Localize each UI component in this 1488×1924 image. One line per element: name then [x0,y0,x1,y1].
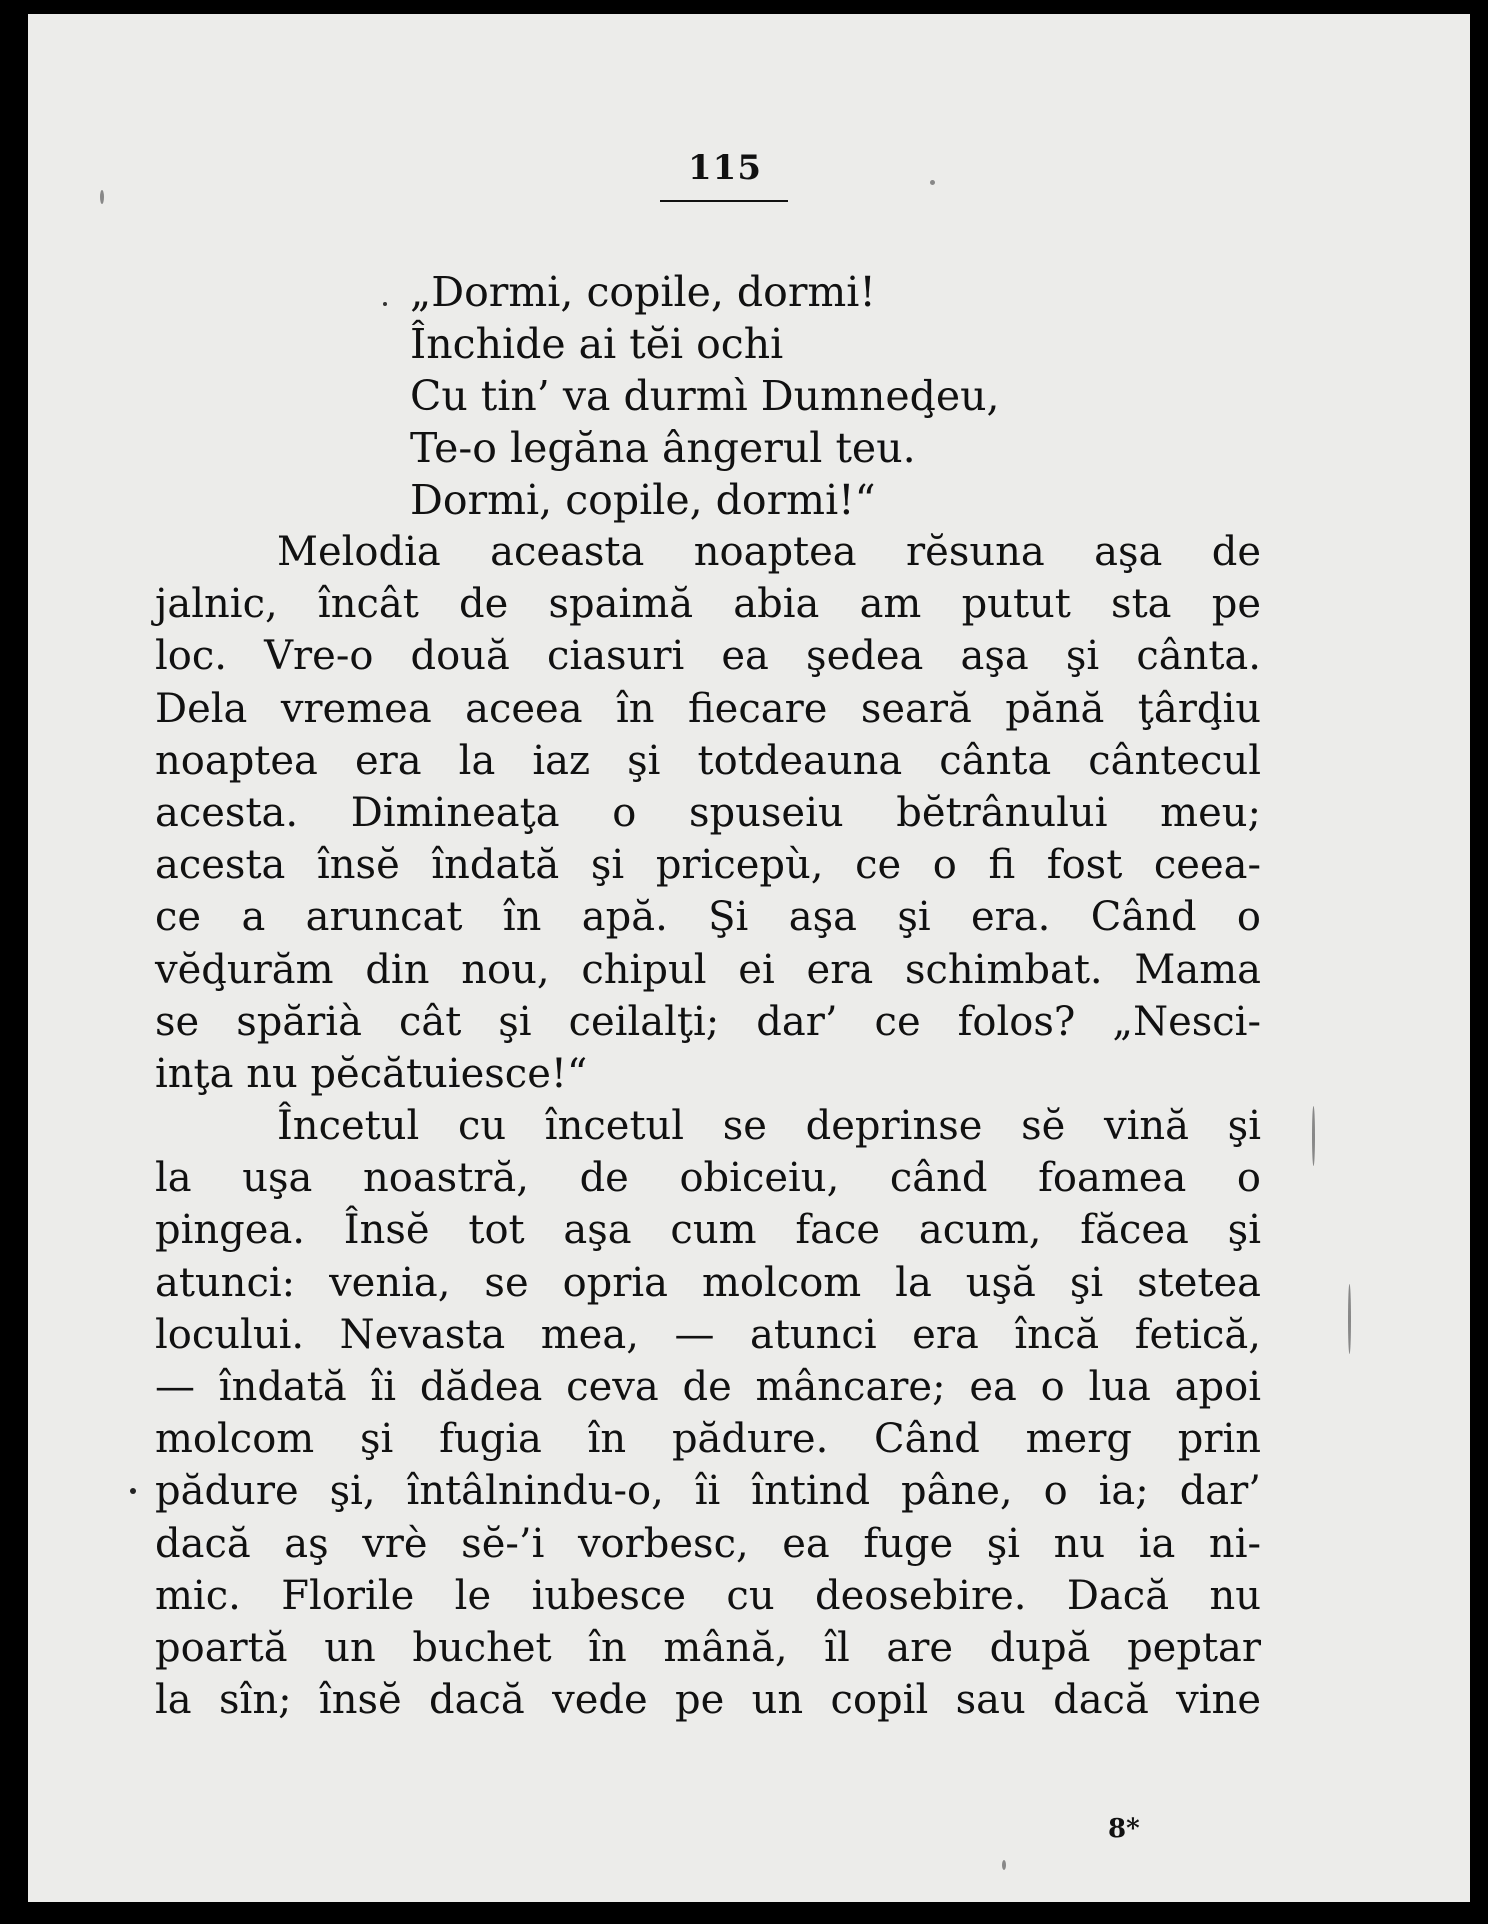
page-number: 115 [688,148,762,188]
prose-body [155,526,1261,1726]
prose-line: poartă un buchet în mână, îl are după peptar [155,1624,1261,1671]
paper-speck [1312,1106,1315,1166]
paper-speck [930,180,935,185]
paper-speck [100,190,104,204]
prose-line: jalnic, încât de spaimă abia am putut sta pe [155,581,1261,628]
paper-speck [130,1488,136,1494]
paper-speck [1348,1284,1351,1354]
verse-line: Închide ai tĕi ochi [410,320,784,368]
printer-signature-mark: 8* [1108,1814,1140,1844]
prose-line: acesta. Dimineaţa o spuseiu bĕtrânului meu; [155,789,1261,836]
book-page [28,14,1470,1902]
prose-line: mic. Florile le iubesce cu deosebire. Dacă nu [155,1572,1261,1619]
verse-line: Te-o legăna ângerul teu. [410,424,916,472]
paper-speck [1002,1860,1006,1870]
prose-line: atunci: venia, se opria molcom la uşă şi stetea [155,1259,1261,1306]
verse-line: „Dormi, copile, dormi! [410,268,876,316]
prose-line: Melodia aceasta noaptea rĕsuna aşa de [277,529,1261,575]
prose-line: pădure şi, întâlnindu-o, îi întind pâne, o ia; dar’ [155,1468,1261,1515]
prose-line: Încetul cu încetul se deprinse sĕ vină şi [277,1103,1261,1150]
paper-speck [383,302,387,306]
prose-line: inţa nu pĕcătuiesce!“ [155,1050,588,1097]
page-number-rule [660,200,788,202]
prose-line: la sîn; însĕ dacă vede pe un copil sau dacă vine [155,1677,1261,1724]
prose-line: locului. Nevasta mea, — atunci era încă fetică, [155,1311,1261,1358]
prose-line: ce a aruncat în apă. Şi aşa şi era. Când o [155,894,1261,941]
prose-line: — îndată îi dădea ceva de mâncare; ea o lua apoi [155,1364,1261,1410]
prose-line: loc. Vre-o două ciasuri ea şedea aşa şi cânta. [155,633,1261,680]
verse-line: Dormi, copile, dormi!“ [410,476,876,524]
prose-line: pingea. Însĕ tot aşa cum face acum, făcea şi [155,1207,1261,1254]
prose-line: acesta însĕ îndată şi pricepù, ce o fi fost ceea- [155,842,1261,889]
prose-line: dacă aş vrè sĕ-’i vorbesc, ea fuge şi nu ia ni- [155,1520,1261,1567]
prose-line: la uşa noastră, de obiceiu, când foamea o [155,1155,1261,1202]
verse-line: Cu tin’ va durmì Dumneḑeu, [410,372,1000,420]
prose-line: noaptea era la iaz şi totdeauna cânta cântecul [155,737,1261,784]
prose-line: se spărià cât şi ceilalţi; dar’ ce folos? „Nesci- [155,998,1261,1045]
lullaby-verse [410,266,1000,526]
prose-line: vĕḑurăm din nou, chipul ei era schimbat. Mama [155,946,1261,993]
prose-line: Dela vremea aceea în fiecare seară pănă ţârḑiu [155,685,1261,732]
prose-line: molcom şi fugia în pădure. Când merg prin [155,1416,1261,1463]
